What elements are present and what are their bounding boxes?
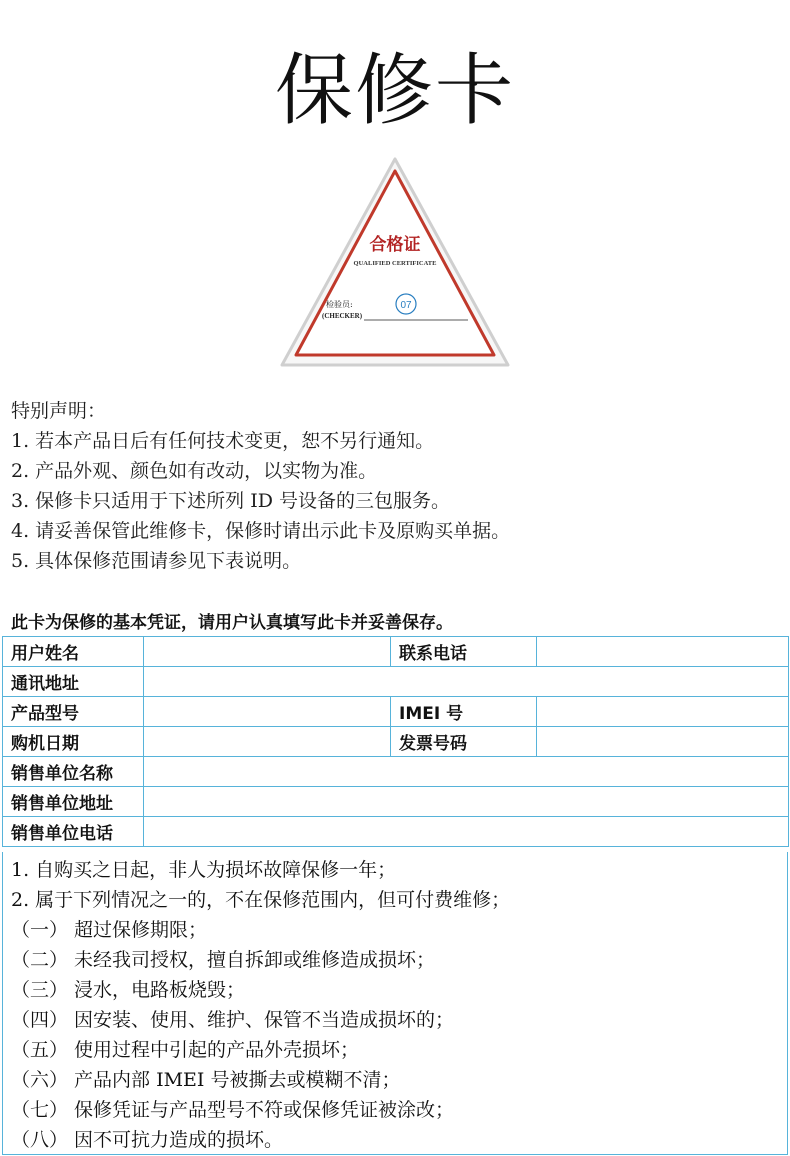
declaration-item: 1. 若本产品日后有任何技术变更，恕不另行通知。 bbox=[11, 430, 435, 452]
declaration-item: 5. 具体保修范围请参见下表说明。 bbox=[11, 550, 302, 572]
purchase-date-label: 购机日期 bbox=[3, 727, 144, 757]
checker-label-en: (CHECKER) bbox=[322, 312, 363, 320]
terms-line: （三） 浸水，电路板烧毁； bbox=[11, 979, 246, 1001]
declaration-item: 4. 请妥善保管此维修卡，保修时请出示此卡及原购买单据。 bbox=[11, 520, 511, 542]
purchase-date-field[interactable] bbox=[144, 727, 391, 757]
seller-name-field[interactable] bbox=[144, 757, 789, 787]
seller-name-label: 销售单位名称 bbox=[3, 757, 144, 787]
model-field[interactable] bbox=[144, 697, 391, 727]
terms-line: （四） 因安装、使用、维护、保管不当造成损坏的； bbox=[11, 1009, 455, 1031]
terms-line: （六） 产品内部 IMEI 号被撕去或模糊不清； bbox=[11, 1069, 401, 1091]
certificate-title: 合格证 bbox=[369, 235, 421, 255]
user-name-field[interactable] bbox=[144, 637, 391, 667]
imei-field[interactable] bbox=[537, 697, 789, 727]
terms-line: （二） 未经我司授权，擅自拆卸或维修造成损坏； bbox=[11, 949, 436, 971]
table-row bbox=[3, 757, 789, 787]
checker-stamp-number: 07 bbox=[400, 300, 412, 311]
model-label: 产品型号 bbox=[3, 697, 144, 727]
terms-line: 2. 属于下列情况之一的，不在保修范围内，但可付费维修； bbox=[11, 889, 511, 911]
address-field[interactable] bbox=[144, 667, 789, 697]
terms-line: （七） 保修凭证与产品型号不符或保修凭证被涂改； bbox=[11, 1099, 455, 1121]
invoice-number-field[interactable] bbox=[537, 727, 789, 757]
address-label: 通讯地址 bbox=[3, 667, 144, 697]
seller-phone-field[interactable] bbox=[144, 817, 789, 847]
declaration-item: 3. 保修卡只适用于下述所列 ID 号设备的三包服务。 bbox=[11, 490, 450, 512]
table-row bbox=[3, 787, 789, 817]
warranty-terms-box bbox=[2, 852, 788, 1155]
form-intro: 此卡为保修的基本凭证，请用户认真填写此卡并妥善保存。 bbox=[11, 613, 453, 633]
table-row bbox=[3, 637, 789, 667]
phone-label: 联系电话 bbox=[391, 637, 537, 667]
terms-line: （一） 超过保修期限； bbox=[11, 919, 208, 941]
table-row bbox=[3, 667, 789, 697]
declaration-heading: 特别声明： bbox=[11, 400, 107, 422]
declaration-item: 2. 产品外观、颜色如有改动，以实物为准。 bbox=[11, 460, 378, 482]
seller-address-field[interactable] bbox=[144, 787, 789, 817]
special-declaration bbox=[11, 396, 510, 576]
qualified-certificate-sticker bbox=[278, 155, 512, 369]
imei-label: IMEI 号 bbox=[391, 697, 537, 727]
certificate-subtitle: QUALIFIED CERTIFICATE bbox=[353, 260, 437, 267]
table-row bbox=[3, 817, 789, 847]
terms-line: 1. 自购买之日起，非人为损坏故障保修一年； bbox=[11, 859, 397, 881]
page-title: 保修卡 bbox=[274, 46, 515, 136]
terms-line: （八） 因不可抗力造成的损坏。 bbox=[11, 1129, 284, 1151]
table-row bbox=[3, 727, 789, 757]
terms-line: （五） 使用过程中引起的产品外壳损坏； bbox=[11, 1039, 360, 1061]
user-name-label: 用户姓名 bbox=[3, 637, 144, 667]
warranty-form-table bbox=[2, 636, 789, 847]
seller-phone-label: 销售单位电话 bbox=[3, 817, 144, 847]
table-row bbox=[3, 697, 789, 727]
checker-label: 检验员: bbox=[326, 300, 353, 309]
invoice-number-label: 发票号码 bbox=[391, 727, 537, 757]
seller-address-label: 销售单位地址 bbox=[3, 787, 144, 817]
phone-field[interactable] bbox=[537, 637, 789, 667]
